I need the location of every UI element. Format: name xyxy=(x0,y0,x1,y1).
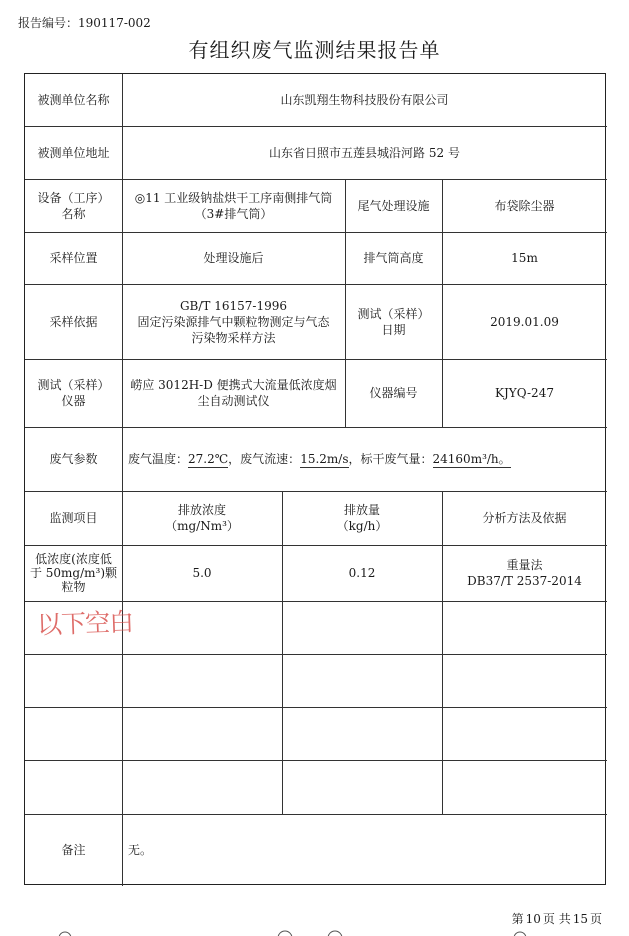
col-header-method: 分析方法及依据 xyxy=(482,511,567,525)
sampling-date-label: 测试（采样） 日期 xyxy=(357,306,430,337)
gas-standard-volume: 24160m³/h。 xyxy=(432,451,511,466)
instrument-value: 崂应 3012H-D 便携式大流量低浓度烟 尘自动测试仪 xyxy=(130,378,337,408)
equipment-label: 设备（工序） 名称 xyxy=(37,190,110,221)
remarks-label: 备注 xyxy=(61,843,86,857)
report-number xyxy=(18,14,151,31)
unit-address-value: 山东省日照市五莲县城沿河路 52 号 xyxy=(269,145,460,160)
page-title: 有组织废气监测结果报告单 xyxy=(188,38,441,62)
gas-temperature: 27.2℃ xyxy=(188,451,229,466)
treatment-label: 尾气处理设施 xyxy=(357,198,430,213)
stack-height-label: 排气筒高度 xyxy=(363,251,424,265)
table-row-rate: 0.12 xyxy=(348,566,376,580)
report-number-value: 190117-002 xyxy=(78,16,151,30)
table-row-concentration: 5.0 xyxy=(192,566,212,580)
report-form xyxy=(24,73,606,885)
blank-below-stamp: 以下空白 xyxy=(36,607,134,640)
gas-flow-rate: 15.2m/s xyxy=(300,451,349,466)
sampling-position-value: 处理设施后 xyxy=(203,251,264,265)
instrument-no-label: 仪器编号 xyxy=(369,386,418,400)
unit-name-label: 被测单位名称 xyxy=(37,93,110,107)
stack-height-value: 15m xyxy=(511,251,538,265)
instrument-label: 测试（采样） 仪器 xyxy=(37,378,110,408)
unit-name-value: 山东凯翔生物科技股份有限公司 xyxy=(280,93,449,107)
remarks-value: 无。 xyxy=(128,843,153,857)
equipment-name: ◎11 工业级钠盐烘干工序南侧排气筒 （3#排气筒） xyxy=(134,190,333,221)
instrument-no-value: KJYQ-247 xyxy=(495,386,554,400)
scan-edge-marks xyxy=(0,928,629,936)
page-number: 第 10 页 共 15 页 xyxy=(511,912,602,926)
treatment-value: 布袋除尘器 xyxy=(494,198,555,213)
col-header-rate: 排放量 （kg/h） xyxy=(336,503,388,533)
col-header-concentration: 排放浓度 （mg/Nm³） xyxy=(165,503,239,533)
sampling-basis-value: GB/T 16157-1996 固定污染源排气中颗粒物测定与气态 污染物采样方法 xyxy=(137,298,330,345)
gas-params-label: 废气参数 xyxy=(49,452,98,466)
sampling-basis-label: 采样依据 xyxy=(49,314,98,329)
sampling-date-value: 2019.01.09 xyxy=(490,314,559,329)
report-number-label: 报告编号： xyxy=(18,16,79,30)
unit-address-label: 被测单位地址 xyxy=(37,145,110,160)
col-header-item: 监测项目 xyxy=(49,511,98,525)
table-row-method: 重量法 DB37/T 2537-2014 xyxy=(467,558,582,588)
table-row-item: 低浓度(浓度低 于 50mg/m³)颗 粒物 xyxy=(29,552,118,594)
sampling-position-label: 采样位置 xyxy=(49,251,98,265)
gas-params-value: 废气温度： 27.2℃ ，废气流速： 15.2m/s ，标干废气量： 24160m³/h。 xyxy=(128,451,511,466)
